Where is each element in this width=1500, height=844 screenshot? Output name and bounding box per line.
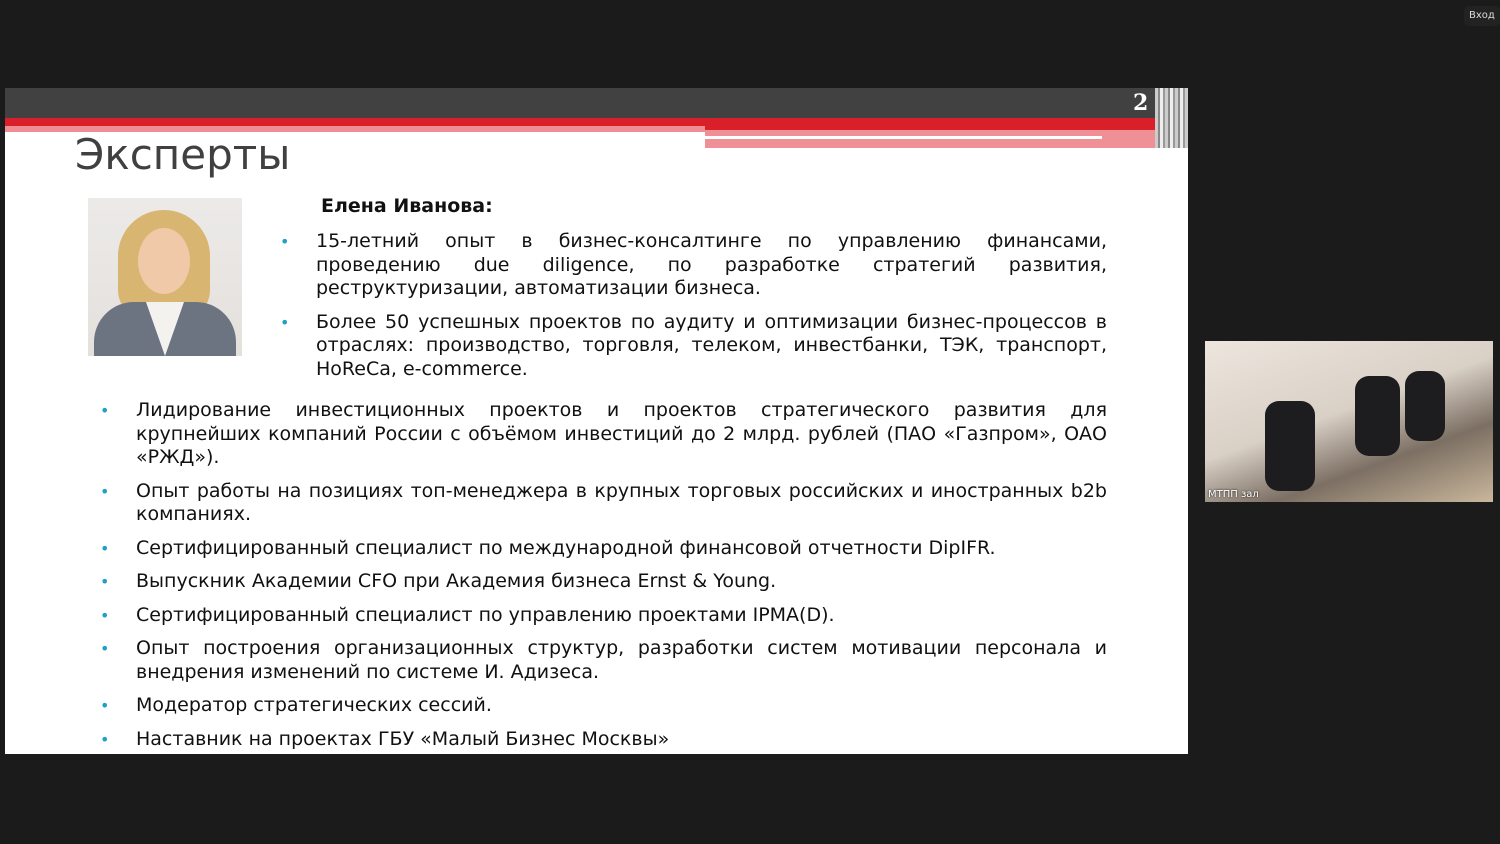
- expert-name: Елена Иванова:: [321, 195, 493, 217]
- participant-video-tile[interactable]: [1205, 341, 1493, 502]
- participant-name-label: МТПП зал: [1208, 489, 1259, 500]
- bullet-item: • Наставник на проектах ГБУ «Малый Бизнес Москвы»: [136, 728, 1107, 752]
- top-bullet-list: [316, 230, 1107, 391]
- bullet-item: • Более 50 успешных проектов по аудиту и оптимизации бизнес-процессов в отраслях: производство, торговля, телеком, инвестбанки, ТЭК, транспорт, HoReCa, e-commerce.: [316, 311, 1107, 382]
- bullet-item: • Сертифицированный специалист по международной финансовой отчетности DipIFR.: [136, 537, 1107, 561]
- header-stripes: [1155, 88, 1188, 148]
- page-number: 2: [1133, 90, 1149, 116]
- bullet-item: • Выпускник Академии CFO при Академия бизнеса Ernst & Young.: [136, 570, 1107, 594]
- header-pink-band: [705, 130, 1165, 148]
- bullet-item: • Опыт построения организационных структур, разработки систем мотивации персонала и внедрения изменений по системе И. Адизеса.: [136, 637, 1107, 684]
- bullet-item: • 15-летний опыт в бизнес-консалтинге по управлению финансами, проведению due diligence, по разработке стратегий развития, реструктуризации, автоматизации бизнеса.: [316, 230, 1107, 301]
- bullet-item: • Сертифицированный специалист по управлению проектами IPMA(D).: [136, 604, 1107, 628]
- bottom-bullet-list: [136, 399, 1107, 754]
- expert-photo: [88, 198, 242, 356]
- bullet-item: • Опыт работы на позициях топ-менеджера в крупных торговых российских и иностранных b2b компаниях.: [136, 480, 1107, 527]
- presentation-slide: [5, 88, 1188, 754]
- slide-title: Эксперты: [75, 130, 291, 179]
- bullet-item: • Модератор стратегических сессий.: [136, 694, 1107, 718]
- slide-header-bar: [5, 88, 1188, 118]
- header-white-line: [705, 136, 1102, 139]
- bullet-item: • Лидирование инвестиционных проектов и проектов стратегического развития для крупнейших компаний России с объёмом инвестиций до 2 млрд. рублей (ПАО «Газпром», ОАО «РЖД»).: [136, 399, 1107, 470]
- login-button[interactable]: Вход: [1464, 6, 1500, 26]
